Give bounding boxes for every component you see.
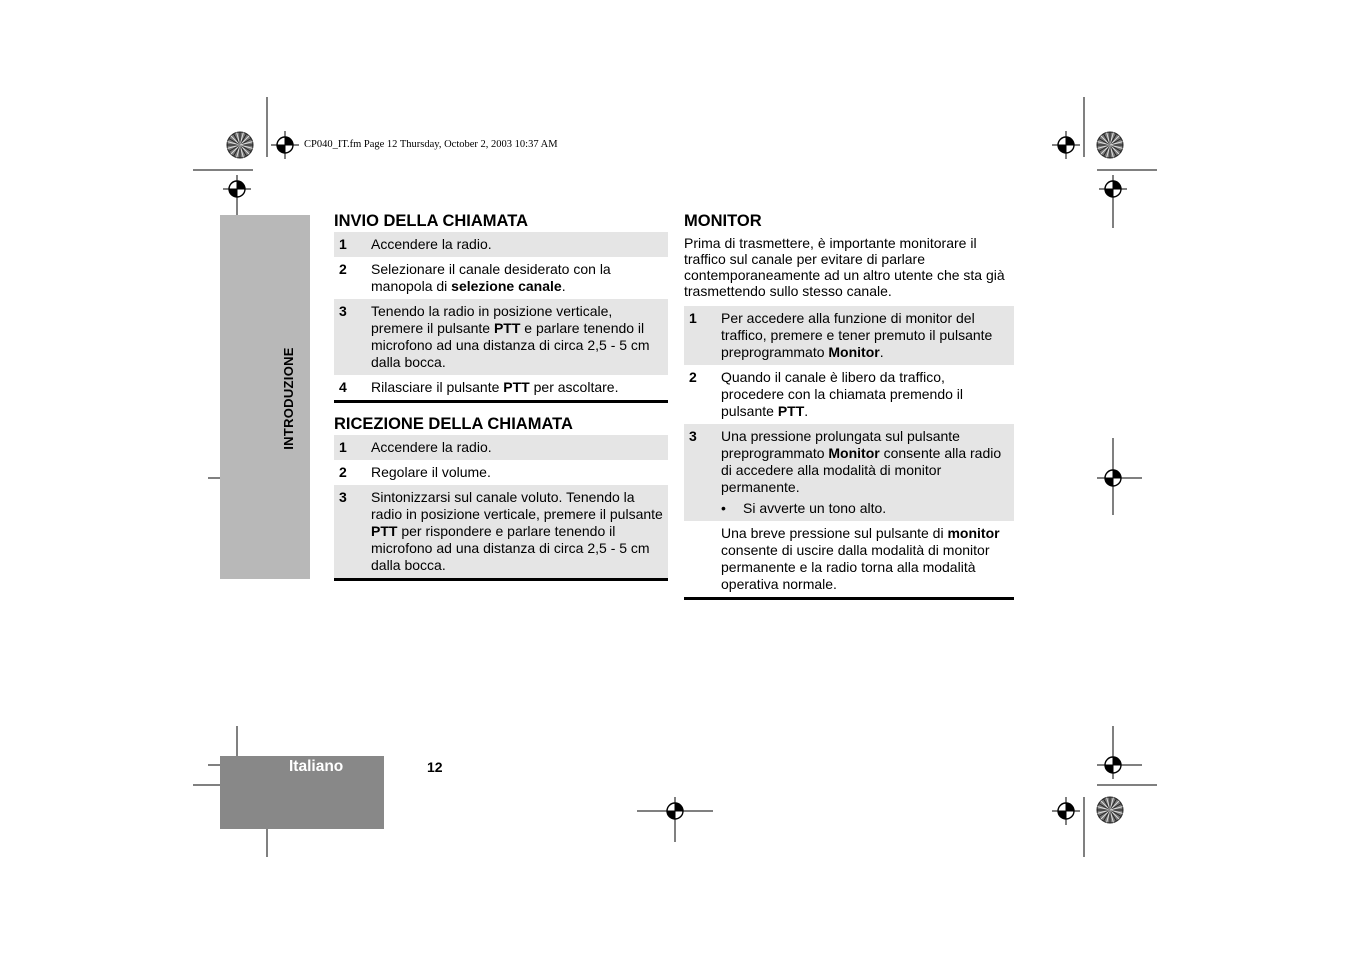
step-body — [366, 435, 668, 460]
step-number: 2 — [339, 261, 347, 277]
step-row — [334, 460, 668, 485]
step-text: Tenendo la radio in posizione verticale, premere il pulsante — [371, 303, 613, 336]
step-number: 1 — [684, 306, 716, 365]
step-text: consente alla radio di accedere alla modalità di monitor permanente. — [721, 445, 1002, 495]
bold-term: PTT — [371, 523, 398, 539]
invio-title: INVIO DELLA CHIAMATA — [334, 212, 529, 230]
step-row — [334, 232, 668, 257]
step-row — [334, 435, 668, 460]
step-text: per ascoltare. — [529, 379, 619, 395]
registration-mark-icon — [1052, 131, 1080, 159]
step-text: Sintonizzarsi sul canale voluto. Tenendo la radio in posizione verticale, premere il pulsante — [371, 489, 663, 522]
step-text: . — [561, 278, 566, 294]
color-target-icon — [1097, 797, 1123, 823]
bold-term: PTT — [777, 403, 805, 419]
step-row — [334, 257, 668, 299]
step-text: Una breve pressione sul pulsante di — [721, 525, 948, 541]
step-text: Selezionare il canale desiderato con la manopola di — [371, 261, 611, 294]
step-text: Accendere la radio. — [371, 439, 492, 455]
left-column — [334, 210, 668, 581]
step-body — [366, 485, 668, 578]
step-text: Rilasciare il pulsante — [371, 379, 504, 395]
step-body — [716, 306, 1014, 365]
step-text: . — [879, 344, 884, 360]
step-text: Una pressione prolungata sul pulsante preprogrammato — [721, 428, 960, 461]
right-column — [684, 210, 1014, 600]
page-number: 12 — [427, 759, 443, 775]
bullet-text: Si avverte un tono alto. — [743, 500, 887, 516]
monitor-intro: Prima di trasmettere, è importante monitorare il traffico sul canale per evitare di parlare contemporaneamente ad un altro utente che sta già trasmettendo sullo stesso canale. — [684, 235, 1005, 299]
step-text: per rispondere e parlare tenendo il microfono ad una distanza di circa 2,5 - 5 cm dalla bocca. — [371, 523, 650, 573]
section-rule — [334, 400, 668, 403]
step-row — [334, 485, 668, 578]
registration-mark-icon — [223, 175, 251, 203]
step-number: 2 — [339, 464, 347, 480]
monitor-title: MONITOR — [684, 212, 762, 230]
section-rule — [334, 578, 668, 581]
note-body — [716, 521, 1014, 597]
bold-term: Monitor — [828, 445, 880, 461]
step-row — [684, 424, 1014, 521]
step-number: 1 — [334, 232, 366, 257]
step-number: 4 — [339, 379, 347, 395]
note-row — [684, 521, 1014, 597]
step-body — [716, 424, 1014, 521]
bold-term: Monitor — [828, 344, 880, 360]
step-body — [366, 257, 668, 299]
step-number: 3 — [684, 424, 716, 521]
step-row — [334, 299, 668, 375]
step-number: 3 — [334, 485, 366, 578]
ricezione-title: RICEZIONE DELLA CHIAMATA — [334, 415, 573, 433]
step-row — [684, 306, 1014, 365]
step-body — [366, 299, 668, 375]
step-text: . — [804, 403, 809, 419]
step-body — [366, 232, 668, 257]
step-number: 2 — [689, 369, 697, 385]
color-target-icon — [227, 132, 253, 158]
footer-language: Italiano — [289, 758, 344, 775]
step-body — [716, 365, 1014, 424]
step-number: 1 — [334, 435, 366, 460]
step-text: consente di uscire dalla modalità di monitor permanente e la radio torna alla modalità operativa normale. — [721, 542, 990, 592]
ricezione-steps — [334, 435, 668, 578]
step-bullet — [721, 500, 1010, 517]
step-text: Accendere la radio. — [371, 236, 492, 252]
step-text: e parlare tenendo il microfono ad una distanza di circa 2,5 - 5 cm dalla bocca. — [371, 320, 650, 370]
bold-term: selezione canale — [451, 278, 562, 294]
step-row — [684, 365, 1014, 424]
step-number: 3 — [334, 299, 366, 375]
registration-mark-icon — [1052, 797, 1080, 825]
color-target-icon — [1097, 132, 1123, 158]
monitor-steps — [684, 306, 1014, 597]
step-text: Per accedere alla funzione di monitor del traffico, premere e tener premuto il pulsante preprogrammato — [721, 310, 993, 360]
step-body — [366, 375, 668, 400]
invio-steps — [334, 232, 668, 400]
bullet-dot: • — [721, 500, 726, 516]
section-tab-label: INTRODUZIONE — [280, 346, 296, 450]
step-text: Regolare il volume. — [371, 464, 491, 480]
bold-term: monitor — [947, 525, 1000, 541]
bold-term: PTT — [493, 320, 521, 336]
bold-term: PTT — [503, 379, 530, 395]
file-info-header: CP040_IT.fm Page 12 Thursday, October 2, 2003 10:37 AM — [304, 139, 558, 150]
registration-mark-icon — [271, 131, 299, 159]
step-body — [366, 460, 668, 485]
section-rule — [684, 597, 1014, 600]
step-row — [334, 375, 668, 400]
registration-mark-icon — [1099, 175, 1127, 203]
step-text: Quando il canale è libero da traffico, procedere con la chiamata premendo il pulsante — [721, 369, 964, 419]
